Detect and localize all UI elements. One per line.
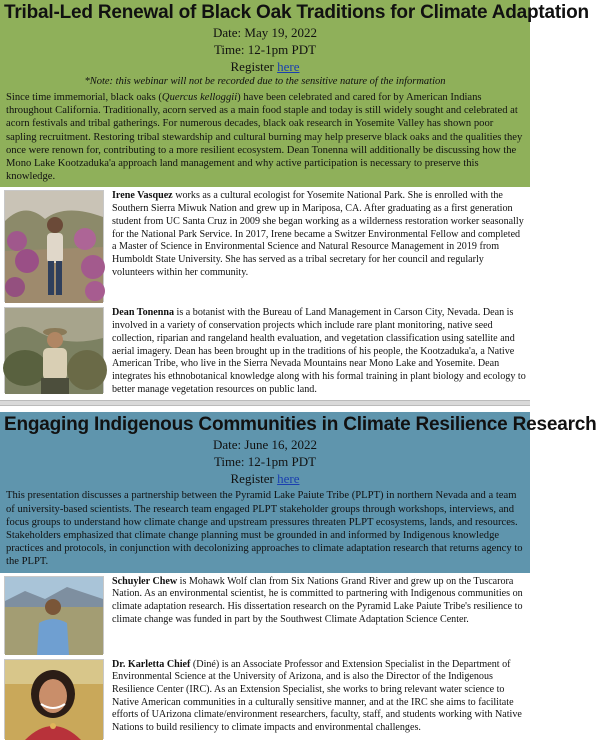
register-link[interactable]: here <box>277 59 300 74</box>
register-link[interactable]: here <box>277 471 300 487</box>
speaker-name: Schuyler Chew <box>112 575 178 587</box>
speaker-name: Dr. Karletta Chief <box>112 658 191 670</box>
register-label: Register <box>230 471 278 487</box>
register-label: Register <box>230 59 278 74</box>
speaker-description: is a botanist with the Bureau of Land Management in Carson City, Nevada. Dean is involved in a variety of conservation projects which include rare plant monitoring, native seed collection, riparian and rangeland health evaluation, and vegetation classification using satellite and aerial imagery. Dean has been brought up in the traditions of his people, the Kootzaduka'a, a Native American Tribe, who live in the Sierra Nevada Mountains near Mono Lake and Yosemite. Dean integrates his ethnobotanical knowledge along with his formal training in plant biology and ecology to better manage vegetation resources on public land. <box>112 307 526 395</box>
speaker-bio-text <box>112 307 526 396</box>
speaker-bio <box>0 656 530 741</box>
speaker-bio-text <box>112 659 526 735</box>
speaker-name: Dean Tonenna <box>112 307 174 319</box>
event-title: Engaging Indigenous Communities in Climate Resilience Research <box>4 414 597 436</box>
speaker-bio <box>0 573 530 656</box>
event-date: Date: May 19, 2022 <box>213 25 317 40</box>
speaker-description: is Mohawk Wolf clan from Six Nations Grand River and grew up on the Tuscarora Nation. As an environmental scientist, he is committed to partnering with Indigenous communities on climate adaptation research. His dissertation research on the Pyramid Lake Paiute Tribe's resilience to climate change was funded in part by the Southwest Climate Adaptation Science Center. <box>112 575 523 625</box>
abstract-part: ) have been celebrated and cared for by American Indians throughout California. Traditionally, acorn served as a main food staple and today is still widely sought and celebrated at acorn festivals and tribal gatherings. For numerous decades, black oak research in Yosemite Valley has shown poor sapling recruitment. Restoring tribal stewardship and cultural burning may help preserve black oaks and the qualities they once were renown for, contributing to a more resilient ecosystem. Dean Tonenna will additionally be discussing how the Mono Lake Kootzaduka'a approach land management and why active participation is necessary to preserve this knowledge. <box>6 92 523 183</box>
speaker-name: Irene Vasquez <box>112 190 173 202</box>
recording-note: *Note: this webinar will not be recorded due to the sensitive nature of the information <box>84 76 446 87</box>
register-line <box>4 470 526 487</box>
speaker-photo <box>4 190 104 302</box>
register-line <box>4 58 526 75</box>
event-abstract <box>4 89 526 187</box>
speaker-photo <box>4 307 104 393</box>
event-abstract: This presentation discusses a partnership between the Pyramid Lake Paiute Tribe (PLPT) in northern Nevada and a team of university-based scientists. The research team engaged PLPT stakeholder groups through workshops, interviews, and focus groups to understand how climate change and upstream pressures threaten PLPT ecosystems, lands, and resources. Stakeholders emphasized that climate change planning must be grounded in and informed by Indigenous knowledge practices and protocols, in conjunction with decolonizing approaches to climate adaptation research that returns agency to the PLPT. <box>6 490 523 568</box>
speaker-bio <box>0 304 530 398</box>
event-date: Date: June 16, 2022 <box>213 437 317 453</box>
event-time: Time: 12-1pm PDT <box>213 42 317 57</box>
speaker-description: (Diné) is an Associate Professor and Extension Specialist in the Department of Environmental Science at the University of Arizona, and is also the Director of the Indigenous Resilience Center (IRC). As an Extension Specialist, she works to bring relevant water science to Native American communities in a culturally sensitive manner, and at the IRC she aims to facilitate efforts of UArizona climate/environment researchers, faculty, staff, and students working with Native Nations to build resiliency to climate impacts and environmental challenges. <box>112 658 522 734</box>
speaker-bio-text <box>112 576 526 627</box>
speaker-photo <box>4 576 104 654</box>
speaker-description: works as a cultural ecologist for Yosemite National Park. She is enrolled with the Southern Sierra Miwuk Nation and grew up in Mariposa, CA. After graduating as a first generation student from UC Santa Cruz in 2009 she began working as a wilderness restoration worker seasonally for the National Park Service. In 2017, Irene became a Switzer Environmental Fellow and completed a Master of Science in Environmental Science and Natural Resource Management in 2019 from Humboldt State University. She has served as a tribal secretary for her council and regularly volunteers within her community. <box>112 190 524 278</box>
speaker-bio-text <box>112 190 526 279</box>
event-header-green <box>0 0 589 187</box>
speaker-photo <box>4 659 104 739</box>
species-name: Quercus kelloggii <box>161 92 238 103</box>
event-climate-resilience <box>0 412 597 740</box>
abstract-part: Since time immemorial, black oaks ( <box>6 92 162 103</box>
event-time: Time: 12-1pm PDT <box>213 454 317 470</box>
section-divider <box>0 400 530 406</box>
speaker-bio <box>0 187 530 304</box>
event-header-blue <box>0 412 597 572</box>
event-title: Tribal-Led Renewal of Black Oak Traditions for Climate Adaptation <box>4 2 589 23</box>
